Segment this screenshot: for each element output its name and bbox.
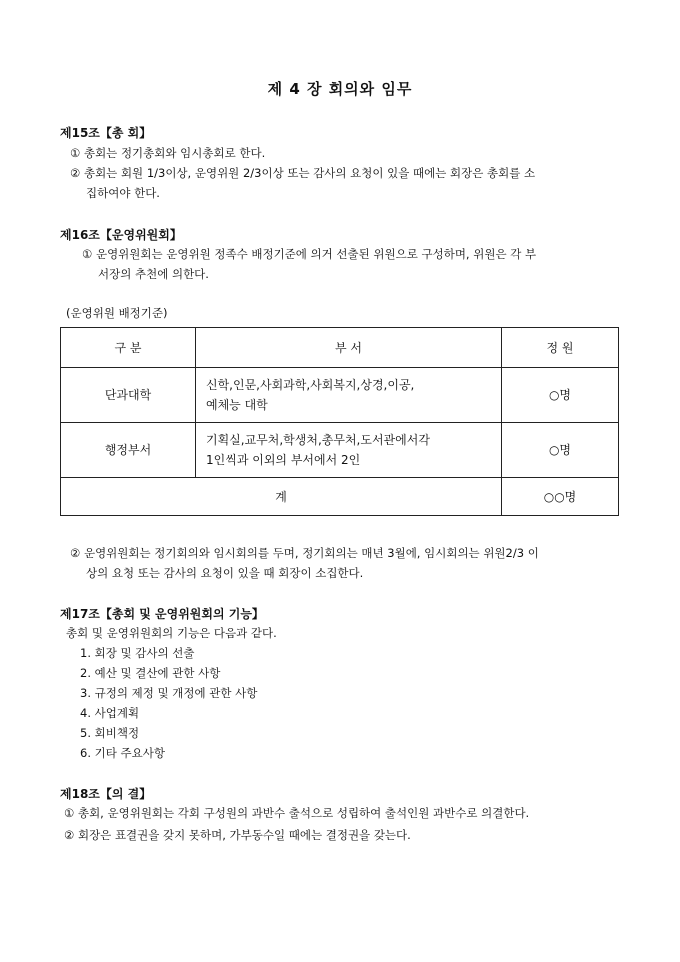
article-18-title: 제18조【의 결】 [60, 787, 152, 801]
row-departments-line: 1인씩과 이외의 부서에서 2인 [206, 453, 361, 467]
row-departments-line: 신학,인문,사회과학,사회복지,상경,이공, [206, 378, 415, 392]
article-16-item-2-cont: 상의 요청 또는 감사의 요청이 있을 때 회장이 소집한다. [86, 566, 364, 580]
chapter-title: 제 4 장 회의와 임무 [267, 80, 413, 98]
row-departments-line: 예체능 대학 [206, 398, 268, 412]
total-value: ○○명 [502, 478, 619, 516]
row-quota: ○명 [502, 368, 619, 423]
article-15-item-2-cont: 집하여야 한다. [86, 186, 160, 200]
article-17-item: 4. 사업계획 [80, 706, 140, 720]
article-17-item: 5. 회비책정 [80, 726, 140, 740]
article-16-item-1-cont: 서장의 추천에 의한다. [98, 267, 209, 281]
article-17-item: 2. 예산 및 결산에 관한 사항 [80, 666, 221, 680]
table-row [61, 368, 619, 423]
header-quota: 정 원 [502, 328, 619, 368]
table-header-row [61, 328, 619, 368]
row-quota: ○명 [502, 423, 619, 478]
row-departments-line: 기획실,교무처,학생처,총무처,도서관에서각 [206, 433, 430, 447]
header-department: 부 서 [196, 328, 502, 368]
article-18-item-2: ② 회장은 표결권을 갖지 못하며, 가부동수일 때에는 결정권을 갖는다. [64, 828, 411, 842]
row-departments [196, 368, 502, 423]
article-16-item-2: ② 운영위원회는 정기회의와 임시회의를 두며, 정기회의는 매년 3월에, 임시회의는 위원2/3 이 [70, 546, 539, 560]
article-17-item: 6. 기타 주요사항 [80, 746, 165, 760]
row-category: 단과대학 [61, 368, 196, 423]
article-15-item-2: ② 총회는 회원 1/3이상, 운영위원 2/3이상 또는 감사의 요청이 있을 때에는 회장은 총회를 소 [70, 166, 536, 180]
article-16-item-1: ① 운영위원회는 운영위원 정족수 배정기준에 의거 선출된 위원으로 구성하며, 위원은 각 부 [82, 247, 537, 261]
article-17-title: 제17조【총회 및 운영위원회의 기능】 [60, 607, 264, 621]
committee-allocation-table [60, 327, 619, 516]
article-15-item-1: ① 총회는 정기총회와 임시총회로 한다. [70, 146, 266, 160]
article-18-item-1: ① 총회, 운영위원회는 각회 구성원의 과반수 출석으로 성립하여 출석인원 과반수로 의결한다. [64, 806, 530, 820]
row-departments [196, 423, 502, 478]
total-label: 계 [61, 478, 502, 516]
table-caption: (운영위원 배정기준) [66, 306, 168, 320]
article-17-item: 3. 규정의 제정 및 개정에 관한 사항 [80, 686, 258, 700]
article-16-title: 제16조【운영위원회】 [60, 228, 182, 242]
table-total-row [61, 478, 619, 516]
article-17-item: 1. 회장 및 감사의 선출 [80, 646, 195, 660]
article-17-intro: 총회 및 운영위원회의 기능은 다음과 같다. [66, 626, 277, 640]
table-row [61, 423, 619, 478]
row-category: 행정부서 [61, 423, 196, 478]
header-category: 구 분 [61, 328, 196, 368]
article-15-title: 제15조【총 회】 [60, 126, 152, 140]
